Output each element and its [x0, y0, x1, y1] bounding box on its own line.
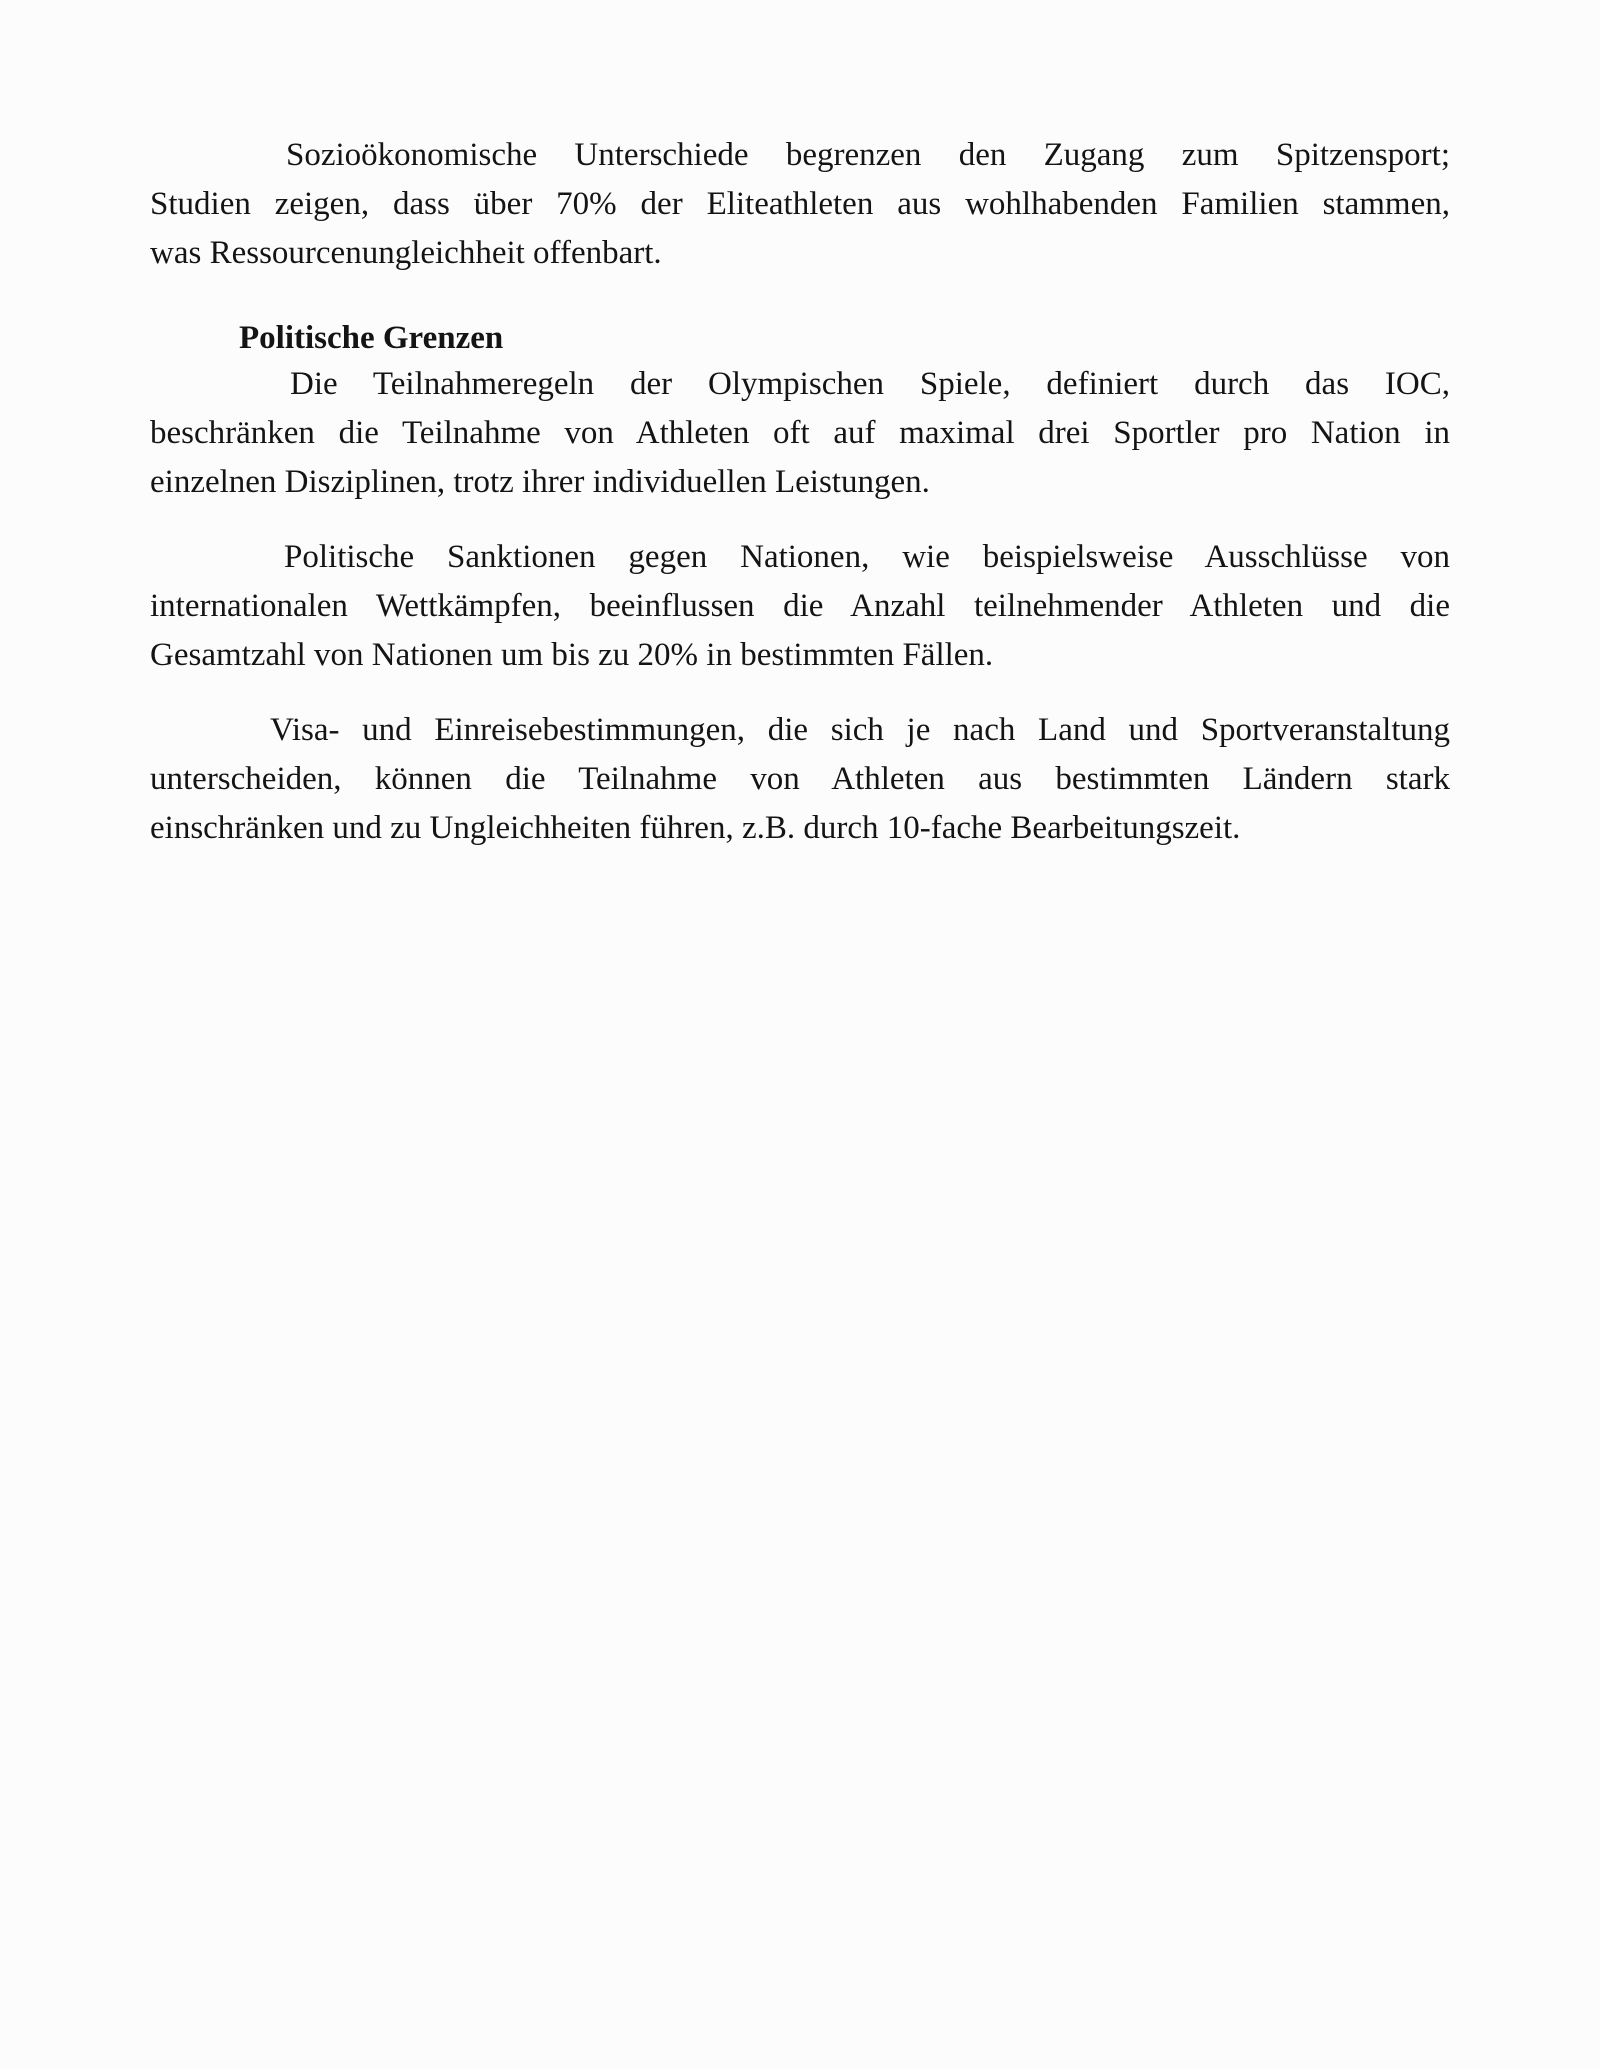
- paragraph-ioc-rules: [150, 360, 1450, 507]
- paragraph-visa: [150, 706, 1450, 853]
- text-line: Studien zeigen, dass über 70% der Eliteathleten aus wohlhabenden Familien stammen,: [150, 186, 1450, 222]
- text-line: Politische Sanktionen gegen Nationen, wie beispielsweise Ausschlüsse von: [284, 539, 1450, 575]
- text-line: Visa- und Einreisebestimmungen, die sich je nach Land und Sportveranstaltung: [270, 712, 1450, 748]
- text-line: internationalen Wettkämpfen, beeinflussen die Anzahl teilnehmender Athleten und die: [150, 588, 1450, 624]
- text-line: Die Teilnahmeregeln der Olympischen Spiele, definiert durch das IOC,: [290, 366, 1450, 402]
- text-line: einschränken und zu Ungleichheiten führen, z.B. durch 10-fache Bearbeitungszeit.: [150, 810, 1241, 846]
- text-line: beschränken die Teilnahme von Athleten oft auf maximal drei Sportler pro Nation in: [150, 415, 1450, 451]
- text-line: was Ressourcenungleichheit offenbart.: [150, 235, 662, 271]
- text-line: einzelnen Disziplinen, trotz ihrer individuellen Leistungen.: [150, 464, 930, 500]
- section-heading-politische-grenzen: Politische Grenzen: [239, 320, 504, 356]
- paragraph-socioeconomic: [150, 131, 1450, 278]
- text-line: unterscheiden, können die Teilnahme von Athleten aus bestimmten Ländern stark: [150, 761, 1450, 797]
- text-line: Sozioökonomische Unterschiede begrenzen den Zugang zum Spitzensport;: [286, 137, 1450, 173]
- document-body: [150, 131, 1450, 879]
- text-line: Gesamtzahl von Nationen um bis zu 20% in bestimmten Fällen.: [150, 637, 994, 673]
- paragraph-sanctions: [150, 533, 1450, 680]
